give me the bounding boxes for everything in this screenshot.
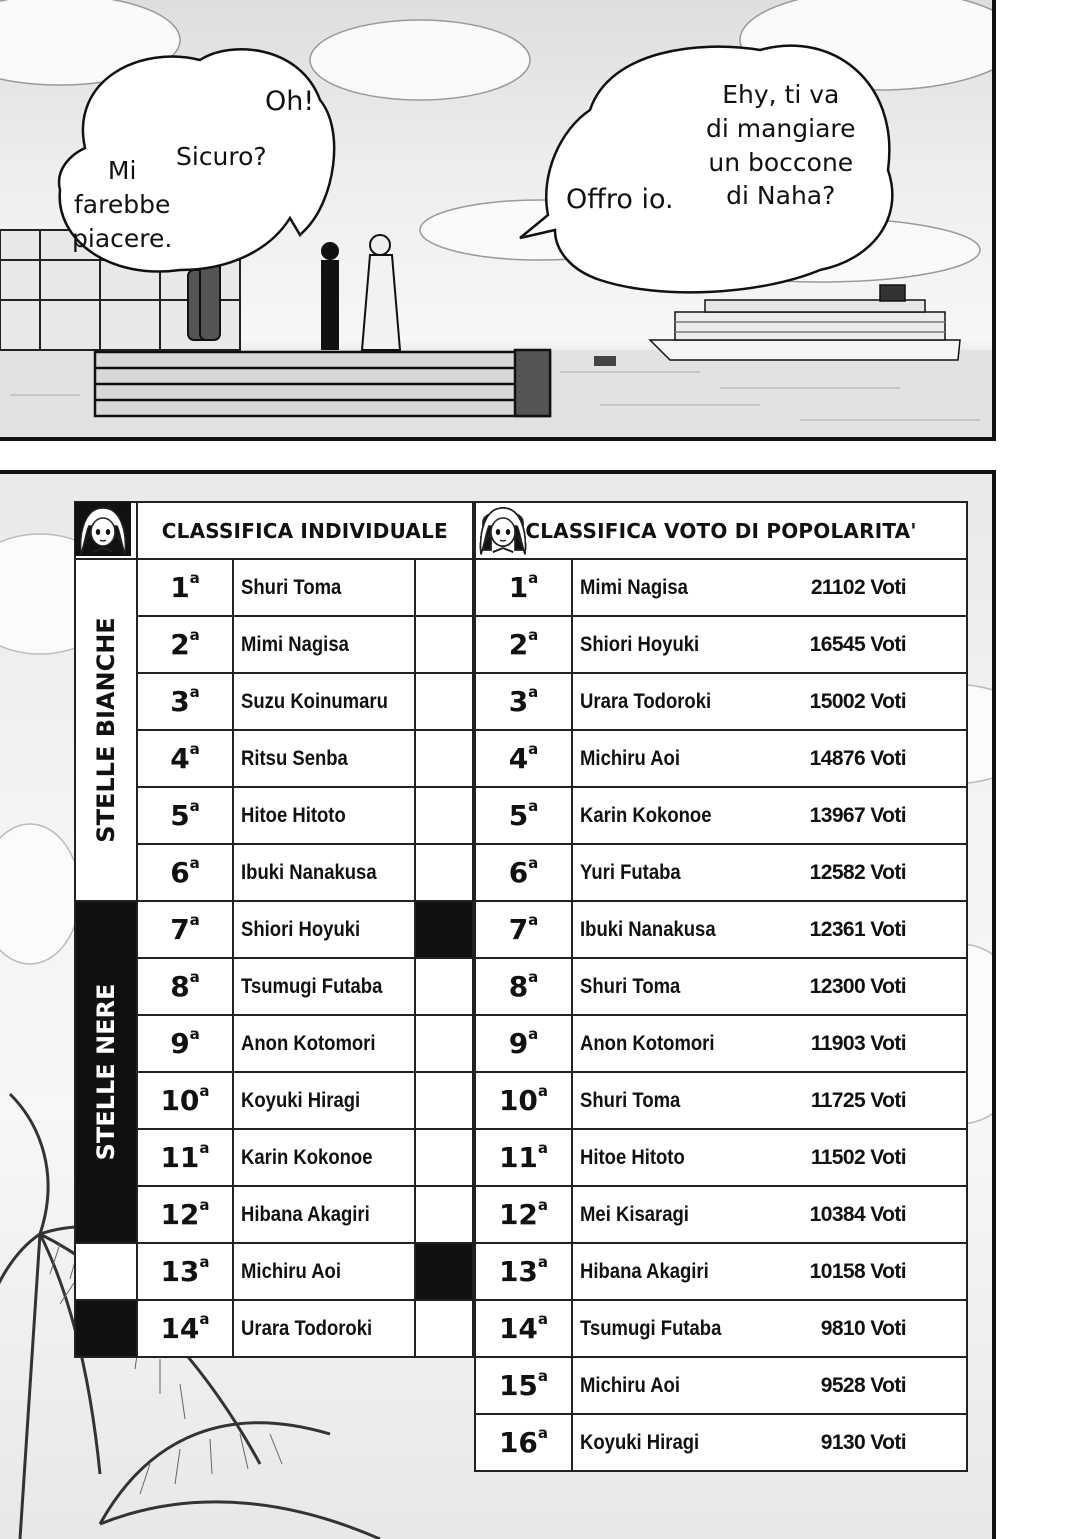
character-name: Tsumugi Futaba [580,1316,722,1340]
rank-cell [475,616,572,673]
table-row [475,787,967,844]
name-cell [233,1015,415,1072]
bubble-left-line: Mi [107,156,137,185]
rank-number: 9 [170,1027,190,1060]
avatar [415,616,473,673]
white-stars-group [75,559,137,901]
rank-suffix: a [199,1139,210,1157]
rank-number: 12 [160,1198,200,1231]
votes-cell [778,1300,910,1357]
vote-count: 14876 Voti [809,746,906,770]
rank-cell [475,730,572,787]
rank-suffix: a [189,626,200,644]
bubble-right-line: di mangiare [706,113,856,143]
votes-cell [778,730,910,787]
vote-count: 11725 Voti [810,1088,906,1112]
votes-cell [778,787,910,844]
rank-cell [137,1129,234,1186]
black-stars-label: STELLE NERE [91,983,120,1161]
name-cell [572,1414,778,1471]
rank-cell [137,616,234,673]
rank-suffix: a [199,1253,210,1271]
character-name: Anon Kotomori [241,1031,376,1055]
cruise-ship [650,285,960,360]
vote-count: 9528 Voti [820,1373,906,1397]
harbor-panel [0,0,996,441]
character-name: Mei Kisaragi [580,1202,689,1226]
character-name: Ritsu Senba [241,746,349,770]
avatar [910,1186,967,1243]
votes-cell [778,1414,910,1471]
votes-cell [778,1243,910,1300]
rank-cell [475,1300,572,1357]
name-cell [233,844,415,901]
rank-cell [475,1357,572,1414]
character-name: Hibana Akagiri [241,1202,371,1226]
rank-cell [137,958,234,1015]
pier [95,350,550,416]
rank-number: 5 [508,799,529,832]
name-cell [572,958,778,1015]
rank-cell [475,1186,572,1243]
rank-number: 10 [498,1084,538,1117]
character-name: Karin Kokonoe [241,1145,373,1169]
individual-ranking-header: CLASSIFICA INDIVIDUALE [137,502,473,559]
rank-number: 14 [498,1312,538,1345]
avatar [910,730,967,787]
name-cell [233,1186,415,1243]
votes-cell [778,958,910,1015]
table-row [475,1300,967,1357]
name-cell [572,901,778,958]
rank-number: 8 [508,970,529,1003]
vote-count: 11903 Voti [810,1031,906,1055]
avatar [415,673,473,730]
character-name: Anon Kotomori [580,1031,715,1055]
rank-cell [137,730,234,787]
avatar [415,1129,473,1186]
name-cell [572,1186,778,1243]
rank-suffix: a [189,968,200,986]
name-cell [572,1300,778,1357]
rank-suffix: a [537,1196,549,1214]
rank-number: 3 [508,685,529,718]
rank-number: 6 [508,856,529,889]
rank-suffix: a [528,626,539,644]
vote-count: 10158 Voti [809,1259,906,1283]
rank-suffix: a [537,1139,549,1157]
vote-count: 11502 Voti [810,1145,906,1169]
avatar [415,1300,473,1357]
votes-cell [778,1357,910,1414]
name-cell [572,1357,778,1414]
name-cell [572,1015,778,1072]
rank-suffix: a [537,1424,549,1442]
rank-suffix: a [199,1310,210,1328]
table-row [75,901,473,958]
avatar [415,730,473,787]
avatar [910,958,967,1015]
rank-suffix: a [537,1310,549,1328]
rank-suffix: a [537,1253,549,1271]
white-stars-group [75,1243,137,1300]
rank-suffix: a [189,911,200,929]
rank-cell [475,1243,572,1300]
rank-suffix: a [528,911,539,929]
bubble-left-line: piacere. [72,223,173,253]
votes-cell [778,844,910,901]
rank-cell [137,1015,234,1072]
character-name: Shiori Hoyuki [241,917,361,941]
rank-number: 9 [508,1027,529,1060]
vote-count: 12582 Voti [809,860,906,884]
rank-number: 5 [170,799,190,832]
votes-cell [778,901,910,958]
table-row [475,1186,967,1243]
rank-cell [137,1243,234,1300]
name-cell [572,787,778,844]
rank-suffix: a [189,569,200,587]
rank-suffix: a [528,968,539,986]
name-cell [572,559,778,616]
rank-cell [475,1015,572,1072]
name-cell [233,616,415,673]
name-cell [233,1072,415,1129]
rank-cell [137,673,234,730]
ranking-panel [0,470,996,1539]
rank-suffix: a [189,854,200,872]
character-name: Michiru Aoi [241,1259,342,1283]
rank-cell [137,844,234,901]
rank-number: 11 [498,1141,538,1174]
black-stars-group [75,901,137,1243]
character-name: Yuri Futaba [580,860,681,884]
rank-cell [475,673,572,730]
rank-cell [137,559,234,616]
character-name: Shuri Toma [241,575,342,599]
name-cell [572,1243,778,1300]
avatar [910,1300,967,1357]
table-row [475,1243,967,1300]
table-row [475,1129,967,1186]
name-cell [233,559,415,616]
table-row [475,616,967,673]
character-name: Ibuki Nanakusa [580,917,716,941]
name-cell [233,958,415,1015]
characters-on-pier [321,235,400,350]
avatar [910,1243,967,1300]
rank-suffix: a [199,1196,210,1214]
avatar [415,901,473,958]
rank-cell [475,901,572,958]
bubble-sicuro-text: Sicuro? [176,142,267,171]
rank-suffix: a [189,683,200,701]
rank-suffix: a [199,1082,210,1100]
rank-suffix: a [528,1025,539,1043]
rank-cell [475,1072,572,1129]
table-row [475,1414,967,1471]
rank-number: 7 [170,913,190,946]
character-name: Hitoe Hitoto [241,803,347,827]
vote-count: 9810 Voti [820,1316,906,1340]
character-name: Koyuki Hiragi [580,1430,700,1454]
avatar [910,1414,967,1471]
avatar [910,559,967,616]
bubble-oh-text: Oh! [265,86,315,117]
votes-cell [778,673,910,730]
popularity-ranking-table [474,501,968,1472]
votes-cell [778,1186,910,1243]
votes-cell [778,1072,910,1129]
character-name: Shuri Toma [580,974,681,998]
rank-number: 2 [170,628,190,661]
rank-number: 4 [170,742,190,775]
rank-cell [475,559,572,616]
character-name: Shuri Toma [580,1088,681,1112]
rank-cell [137,787,234,844]
rank-number: 1 [508,571,529,604]
vote-count: 12361 Voti [809,917,906,941]
character-name: Suzu Koinumaru [241,689,389,713]
vote-count: 10384 Voti [809,1202,906,1226]
name-cell [233,730,415,787]
rank-suffix: a [528,854,539,872]
rank-number: 8 [170,970,190,1003]
name-cell [572,844,778,901]
rank-suffix: a [528,569,539,587]
rank-cell [475,1129,572,1186]
rank-cell [137,1072,234,1129]
character-name: Karin Kokonoe [580,803,712,827]
bubble-right-line: un boccone [708,147,854,177]
rank-cell [137,1300,234,1357]
rank-cell [475,958,572,1015]
black-stars-group [75,1300,137,1357]
dock-equipment [188,260,220,340]
bubble-left-line: farebbe [73,189,171,219]
votes-cell [778,1015,910,1072]
avatar [415,1015,473,1072]
rank-number: 14 [160,1312,200,1345]
table-row [475,730,967,787]
avatar [910,1129,967,1186]
avatar [910,673,967,730]
avatar [415,1186,473,1243]
avatar [415,844,473,901]
table-row [475,1015,967,1072]
vote-count: 15002 Voti [809,689,906,713]
character-name: Ibuki Nanakusa [241,860,377,884]
rank-number: 16 [498,1426,538,1459]
avatar [415,1072,473,1129]
rank-number: 4 [508,742,529,775]
votes-cell [778,1129,910,1186]
bubble-offro-text: Offro io. [566,184,674,215]
bubble-right-line: Ehy, ti va [722,80,840,109]
bubble-right-text [706,78,856,213]
bubble-right-line: di Naha? [726,181,836,211]
avatar [415,787,473,844]
vote-count: 13967 Voti [809,803,906,827]
avatar [910,1072,967,1129]
table-row [475,1357,967,1414]
avatar [910,901,967,958]
character-name: Michiru Aoi [580,746,680,770]
table-row [75,559,473,616]
rank-number: 7 [508,913,529,946]
name-cell [572,616,778,673]
votes-cell [778,559,910,616]
table-row [75,1243,473,1300]
character-name: Urara Todoroki [241,1316,373,1340]
table-row [475,673,967,730]
avatar [415,1243,473,1300]
name-cell [233,673,415,730]
rank-number: 13 [160,1255,200,1288]
vote-count: 16545 Voti [809,632,906,656]
small-boat [594,356,616,366]
avatar [415,958,473,1015]
table-row [75,1300,473,1357]
character-name: Shiori Hoyuki [580,632,700,656]
rank-suffix: a [528,683,539,701]
rank-suffix: a [537,1082,549,1100]
rank-cell [475,787,572,844]
rank-suffix: a [537,1367,549,1385]
rank-suffix: a [528,740,539,758]
rank-number: 12 [498,1198,538,1231]
name-cell [572,1072,778,1129]
rank-number: 6 [170,856,190,889]
avatar [910,1357,967,1414]
avatar [415,559,473,616]
votes-cell [778,616,910,673]
vote-count: 12300 Voti [809,974,906,998]
character-name: Hitoe Hitoto [580,1145,685,1169]
avatar [910,844,967,901]
rank-number: 13 [498,1255,538,1288]
rank-cell [475,1414,572,1471]
name-cell [233,901,415,958]
table-row [475,559,967,616]
table-row [475,901,967,958]
rank-suffix: a [189,740,200,758]
character-name: Koyuki Hiragi [241,1088,361,1112]
rank-number: 2 [508,628,529,661]
character-name: Michiru Aoi [580,1373,680,1397]
rank-number: 11 [160,1141,200,1174]
table-row [475,1072,967,1129]
name-cell [572,673,778,730]
rank-number: 15 [498,1369,538,1402]
name-cell [233,1300,415,1357]
name-cell [572,1129,778,1186]
table-row [475,844,967,901]
name-cell [233,787,415,844]
popularity-ranking-header: CLASSIFICA VOTO DI POPOLARITA' [475,502,967,559]
character-name: Mimi Nagisa [580,575,688,599]
character-name: Hibana Akagiri [580,1259,709,1283]
name-cell [233,1243,415,1300]
character-name: Tsumugi Futaba [241,974,383,998]
individual-ranking-table [74,501,474,1358]
name-cell [572,730,778,787]
rank-cell [137,1186,234,1243]
character-name: Mimi Nagisa [241,632,350,656]
avatar [910,616,967,673]
rank-suffix: a [189,1025,200,1043]
rank-cell [475,844,572,901]
vote-count: 9130 Voti [820,1430,906,1454]
rank-suffix: a [528,797,539,815]
rank-number: 1 [170,571,190,604]
rank-number: 3 [170,685,190,718]
name-cell [233,1129,415,1186]
bubble-left-text [72,154,172,255]
avatar [910,1015,967,1072]
white-stars-label: STELLE BIANCHE [91,617,120,843]
table-row [475,958,967,1015]
character-name: Urara Todoroki [580,689,712,713]
rank-cell [137,901,234,958]
rank-number: 10 [160,1084,200,1117]
rank-suffix: a [189,797,200,815]
vote-count: 21102 Voti [810,575,906,599]
avatar [910,787,967,844]
